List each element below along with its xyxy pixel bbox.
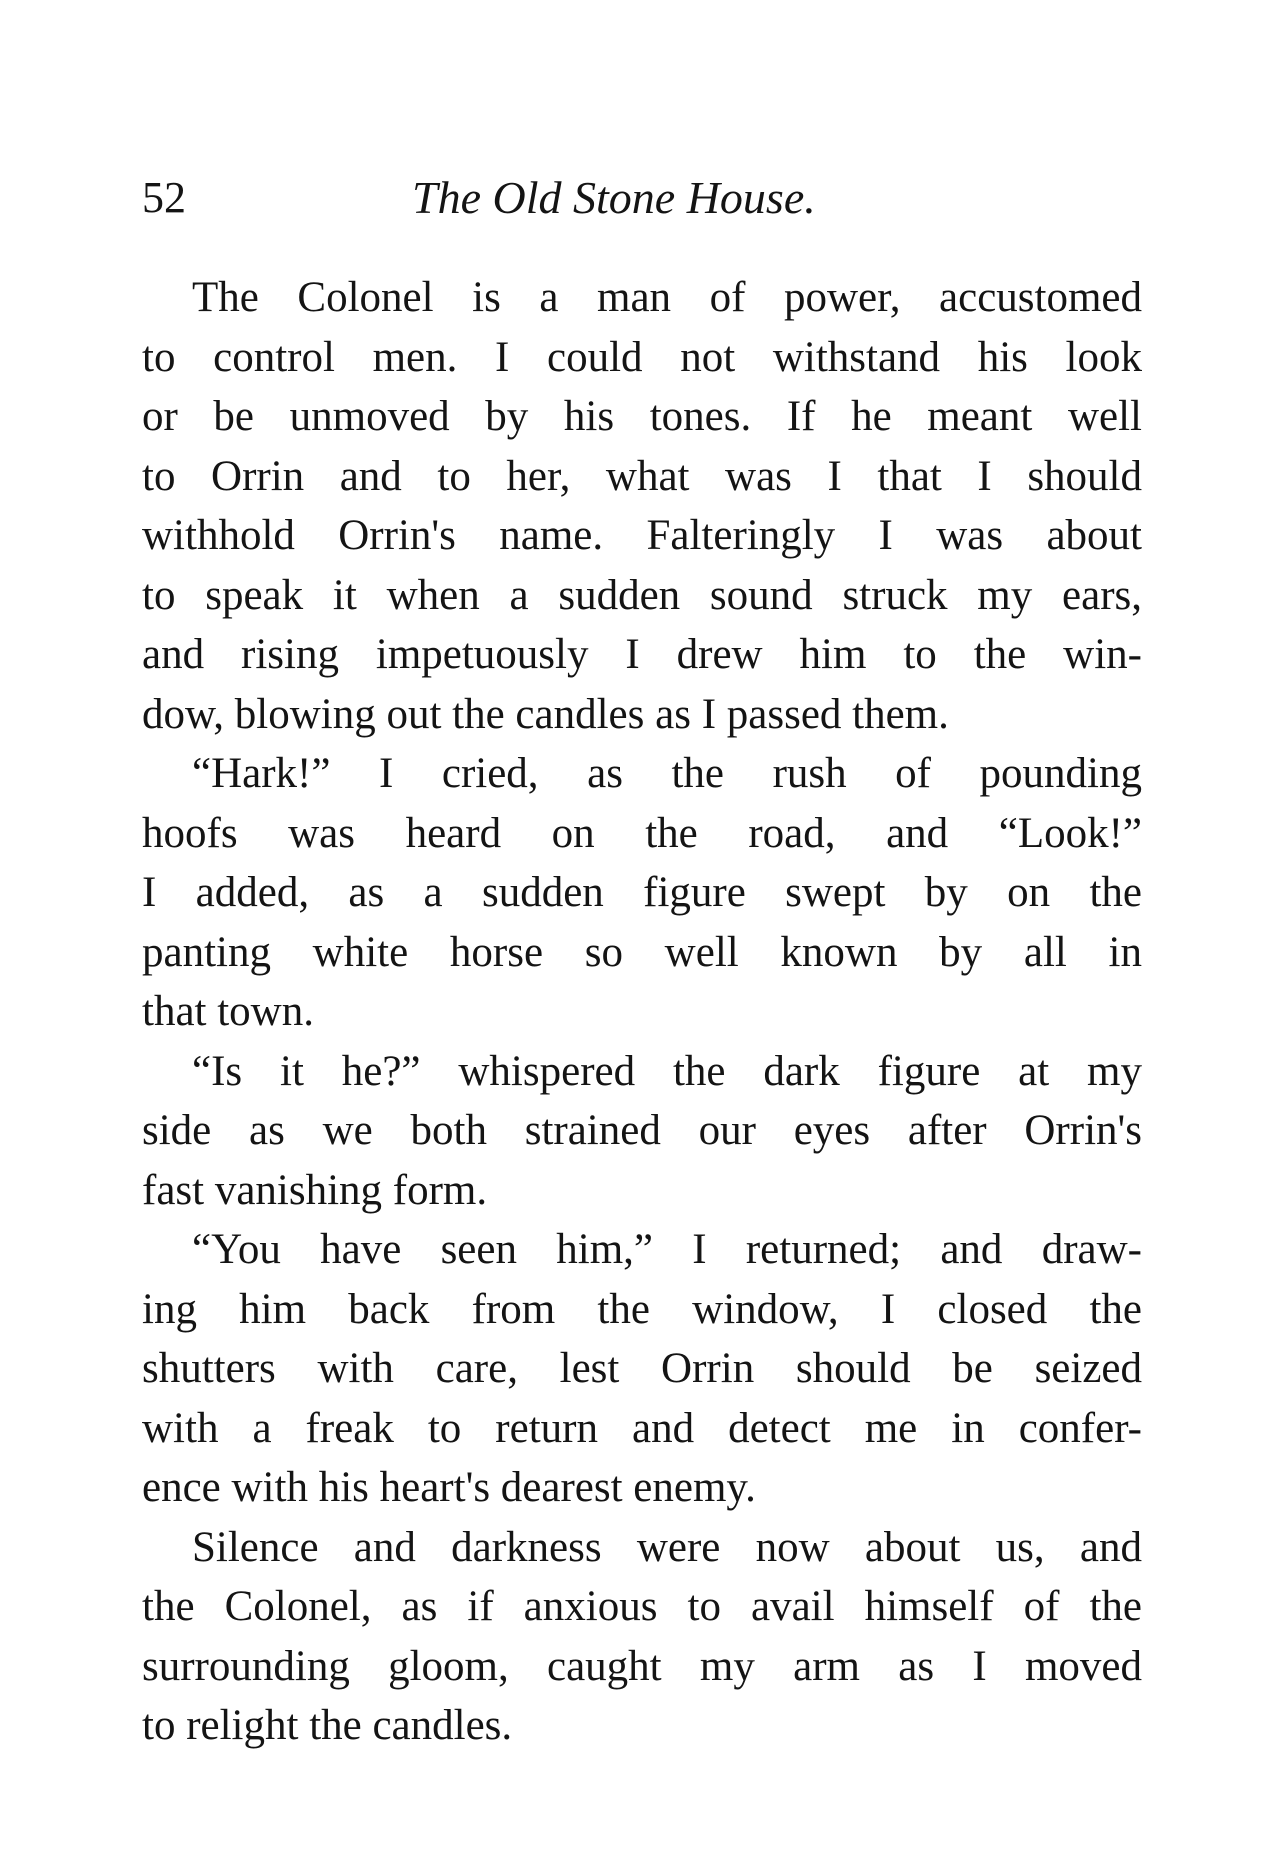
text-line: surrounding gloom, caught my arm as I moved <box>142 1642 1142 1690</box>
text-line: to control men. I could not withstand his look <box>142 333 1142 381</box>
text-line: I added, as a sudden figure swept by on the <box>142 869 1142 916</box>
text-line: Silence and darkness were now about us, and <box>192 1523 1142 1571</box>
text-line: “Hark!” I cried, as the rush of pounding <box>192 750 1142 797</box>
text-line: that town. <box>142 988 314 1035</box>
text-line: to speak it when a sudden sound struck my ears, <box>142 571 1142 619</box>
text-line: hoofs was heard on the road, and “Look!” <box>142 809 1142 857</box>
text-line: or be unmoved by his tones. If he meant well <box>142 393 1142 440</box>
text-line: and rising impetuously I drew him to the win- <box>142 631 1142 678</box>
text-line: dow, blowing out the candles as I passed them. <box>142 690 949 738</box>
text-line: to Orrin and to her, what was I that I should <box>142 452 1142 500</box>
body-text <box>142 268 1142 1756</box>
text-line: “Is it he?” whispered the dark figure at my <box>192 1047 1142 1095</box>
running-title: The Old Stone House. <box>412 172 816 223</box>
page-number: 52 <box>142 173 186 222</box>
text-line: with a freak to return and detect me in confer- <box>142 1404 1142 1452</box>
text-line: the Colonel, as if anxious to avail himself of the <box>142 1583 1142 1630</box>
text-line: side as we both strained our eyes after Orrin's <box>142 1107 1142 1154</box>
text-line: panting white horse so well known by all in <box>142 928 1142 976</box>
text-line: ing him back from the window, I closed the <box>142 1285 1142 1333</box>
text-line: withhold Orrin's name. Falteringly I was about <box>142 512 1142 559</box>
text-line: fast vanishing form. <box>142 1166 488 1214</box>
text-line: to relight the candles. <box>142 1702 513 1749</box>
text-line: “You have seen him,” I returned; and draw- <box>192 1226 1142 1273</box>
text-line: shutters with care, lest Orrin should be seized <box>142 1345 1142 1392</box>
text-line: ence with his heart's dearest enemy. <box>142 1464 756 1511</box>
page-header <box>142 168 1142 228</box>
text-line: The Colonel is a man of power, accustomed <box>192 274 1142 321</box>
